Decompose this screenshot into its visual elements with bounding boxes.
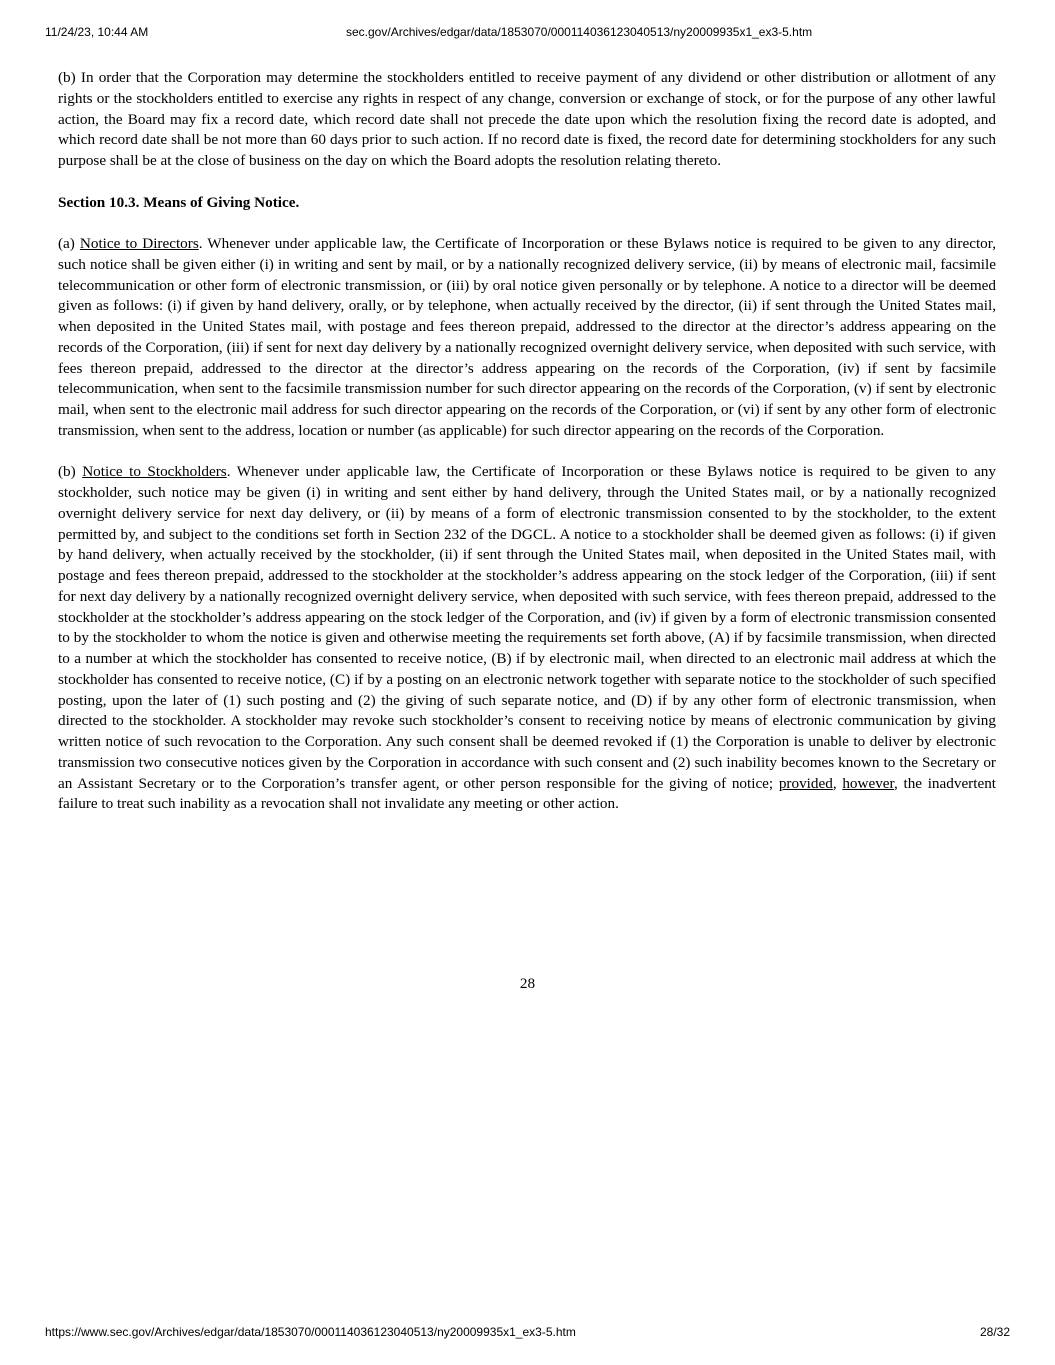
however-term: however bbox=[842, 774, 894, 792]
print-header bbox=[0, 25, 1055, 43]
section-heading: Section 10.3. Means of Giving Notice. bbox=[58, 193, 300, 211]
page-number: 28 bbox=[519, 975, 536, 992]
notice-to-directors-body: . Whenever under applicable law, the Certificate of Incorporation or these Bylaws notice is required to be given to any director, such notice shall be given either (i) in writing and sent by mail, or by a nationally recognized delivery service, (ii) by means of electronic mail, facsimile telecommunication or other form of electronic transmission, or (iii) by oral notice given personally or by telephone. A notice to a director will be deemed given as follows: (i) if given by hand delivery, orally, or by telephone, when actually received by the director, (ii) if sent through the United States mail, when deposited in the United States mail, with postage and fees thereon prepaid, addressed to the director at the director’s address appearing on the records of the Corporation, (iii) if sent for next day delivery by a nationally recognized overnight delivery service, when deposited with such service, with fees thereon prepaid, addressed to the director at the director’s address appearing on the records of the Corporation, (iv) if sent by facsimile telecommunication, when sent to the facsimile transmission number for such director appearing on the records of the Corporation, (v) if sent by electronic mail, when sent to the electronic mail address for such director appearing on the records of the Corporation, or (vi) if sent by any other form of electronic transmission, when sent to the address, location or number (as applicable) for such director appearing on the records of the Corporation. bbox=[58, 235, 997, 439]
print-footer-url: https://www.sec.gov/Archives/edgar/data/1853070/000114036123040513/ny20009935x1_ex3-5.htm bbox=[45, 1325, 576, 1339]
print-header-url: sec.gov/Archives/edgar/data/1853070/000114036123040513/ny20009935x1_ex3-5.htm bbox=[346, 25, 813, 39]
separator-comma: , bbox=[832, 774, 843, 792]
print-datetime: 11/24/23, 10:44 AM bbox=[45, 25, 149, 39]
print-page-count: 28/32 bbox=[979, 1325, 1010, 1339]
provided-term: provided bbox=[778, 774, 833, 792]
notice-to-stockholders-title: Notice to Stockholders bbox=[82, 463, 227, 481]
paragraph-prefix: (b) bbox=[58, 463, 83, 481]
paragraph-notice-to-directors bbox=[58, 234, 996, 442]
print-footer bbox=[0, 1325, 1055, 1343]
paragraph-notice-to-stockholders bbox=[58, 462, 996, 815]
notice-to-stockholders-ending: , the inadvertent failure to treat such inability as a revocation shall not invalidate any meeting or other action. bbox=[58, 774, 997, 813]
notice-to-directors-title: Notice to Directors bbox=[79, 235, 199, 252]
document-body bbox=[58, 68, 996, 815]
paragraph-prefix: (a) bbox=[58, 235, 80, 252]
paragraph-record-date: (b) In order that the Corporation may determine the stockholders entitled to receive payment of any dividend or other distribution or allotment of any rights or the stockholders entitled to exercise any rights in respect of any change, conversion or exchange of stock, or for the purpose of any other lawful action, the Board may fix a record date, which record date shall not precede the date upon which the resolution fixing the record date is adopted, and which record date shall be not more than 60 days prior to such action. If no record date is fixed, the record date for determining stockholders for any such purpose shall be at the close of business on the day on which the Board adopts the resolution relating thereto. bbox=[58, 69, 996, 169]
notice-to-stockholders-body: . Whenever under applicable law, the Certificate of Incorporation or these Bylaws notice is required to be given to any stockholder, such notice may be given (i) in writing and sent either by hand delivery, through the United States mail, or by a nationally recognized overnight delivery service for next day delivery, or (ii) by means of a form of electronic transmission consented to by the stockholder, to the extent permitted by, and subject to the conditions set forth in Section 232 of the DGCL. A notice to a stockholder shall be deemed given as follows: (i) if given by hand delivery, when actually received by the stockholder, (ii) if sent through the United States mail, when deposited in the United States mail, with postage and fees thereon prepaid, addressed to the stockholder at the stockholder’s address appearing on the stock ledger of the Corporation, (iii) if sent for next day delivery by a nationally recognized overnight delivery service, when deposited with such service, with fees thereon prepaid, addressed to the stockholder at the stockholder’s address appearing on the stock ledger of the Corporation, and (iv) if given by a form of electronic transmission consented to by the stockholder to whom the notice is given and otherwise meeting the requirements set forth above, (A) if by facsimile transmission, when directed to a number at which the stockholder has consented to receive notice, (B) if by electronic mail, when directed to an electronic mail address at which the stockholder has consented to receive notice, (C) if by a posting on an electronic network together with separate notice to the stockholder of such specified posting, upon the later of (1) such posting and (2) the giving of such separate notice, and (D) if by any other form of electronic transmission, when directed to the stockholder. A stockholder may revoke such stockholder’s consent to receiving notice by means of electronic communication by giving written notice of such revocation to the Corporation. Any such consent shall be deemed revoked if (1) the Corporation is unable to deliver by electronic transmission two consecutive notices given by the Corporation in accordance with such consent and (2) such inability becomes known to the Secretary or an Assistant Secretary or to the Corporation’s transfer agent, or other person responsible for the giving of notice; bbox=[58, 463, 996, 792]
